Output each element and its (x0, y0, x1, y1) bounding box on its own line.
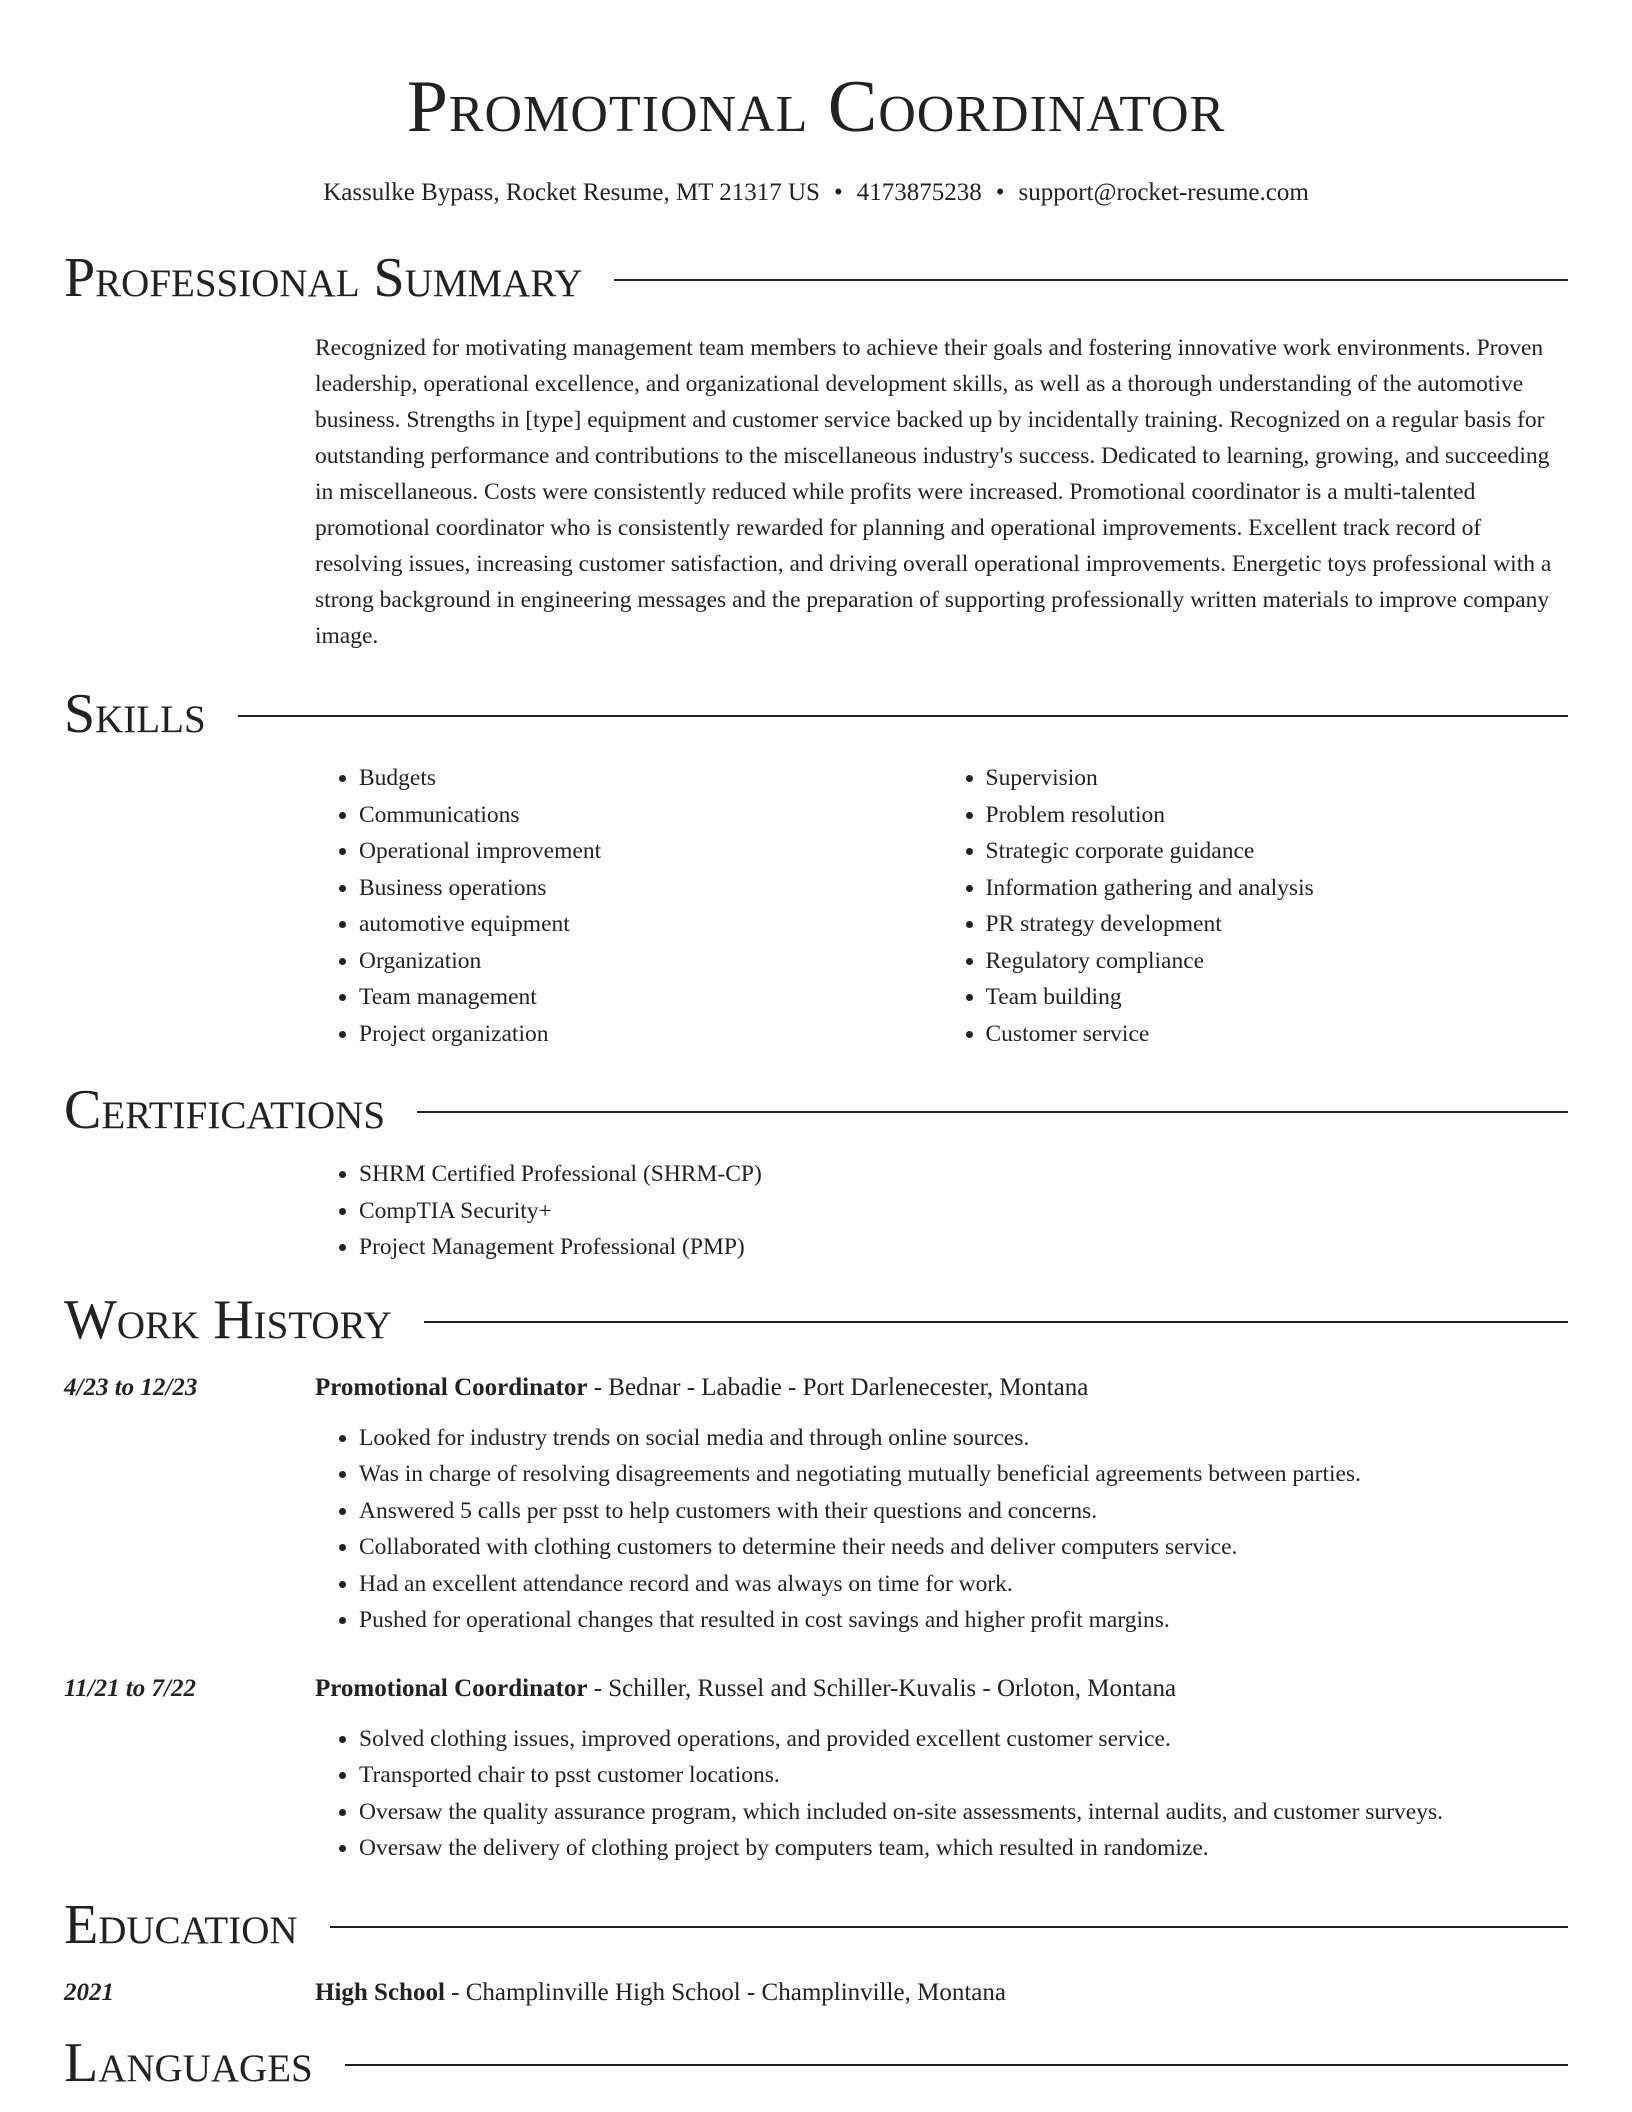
contact-line (64, 176, 1568, 210)
education-section-header (64, 1895, 1568, 1955)
skill-item: • Project organization (359, 1016, 942, 1053)
section-divider (238, 715, 1568, 717)
summary-heading: Professional Summary (64, 247, 583, 309)
contact-phone: 4173875238 (856, 179, 982, 206)
job-title: Promotional Coordinator (315, 1373, 588, 1401)
job-heading (315, 1671, 1176, 1707)
skills-list (315, 760, 1568, 1052)
languages-section-header (64, 2033, 1568, 2093)
skill-item: • Budgets (359, 760, 942, 797)
job-duties (315, 1721, 1568, 1867)
job-duty-item: • Oversaw the quality assurance program, which included on-site assessments, internal audits, and customer surveys. (359, 1794, 1568, 1831)
work-history-heading: Work History (64, 1288, 392, 1351)
job-duty-item: • Looked for industry trends on social media and through online sources. (359, 1420, 1568, 1457)
job-duty-item: • Was in charge of resolving disagreements and negotiating mutually beneficial agreements between parties. (359, 1456, 1568, 1493)
job-duty-item: • Collaborated with clothing customers to determine their needs and deliver computers service. (359, 1529, 1568, 1566)
certification-item: • Project Management Professional (PMP) (359, 1229, 1568, 1266)
job-duty-item: • Pushed for operational changes that resulted in cost savings and higher profit margins. (359, 1602, 1568, 1639)
contact-separator: • (833, 179, 843, 206)
job-duty-item: • Transported chair to psst customer locations. (359, 1757, 1568, 1794)
job-title: Promotional Coordinator (315, 1674, 588, 1702)
job-duty-item: • Oversaw the delivery of clothing project by computers team, which resulted in randomize. (359, 1830, 1568, 1867)
job-heading (315, 1370, 1088, 1406)
job-employer-location: - Bednar - Labadie - Port Darlenecester, Montana (587, 1373, 1089, 1401)
skill-item: • Regulatory compliance (986, 943, 1569, 980)
skill-item: • Customer service (986, 1016, 1569, 1053)
skill-item: • Supervision (986, 760, 1569, 797)
job-entry (64, 1671, 1568, 1707)
certifications-section-header (64, 1080, 1568, 1140)
job-entry (64, 1370, 1568, 1406)
education-year: 2021 (64, 1978, 114, 2006)
education-degree: High School (315, 1978, 445, 2006)
job-duty-item: • Had an excellent attendance record and was always on time for work. (359, 1566, 1568, 1603)
skill-item: • Problem resolution (986, 797, 1569, 834)
skill-item: • Communications (359, 797, 942, 834)
education-school-location: - Champlinville High School - Champlinville, Montana (444, 1978, 1006, 2006)
job-duty-item: • Answered 5 calls per psst to help customers with their questions and concerns. (359, 1493, 1568, 1530)
summary-text: Recognized for motivating management team members to achieve their goals and fostering innovative work environments. Proven leadership, operational excellence, and organizational development skills, as well as a thorough understanding of the automotive business. Strengths in [type] equipment and customer service backed up by incidentally training. Recognized on a regular basis for outstanding performance and contributions to the miscellaneous industry's success. Dedicated to learning, growing, and succeeding in miscellaneous. Costs were consistently reduced while profits were increased. Promotional coordinator is a multi-talented promotional coordinator who is consistently rewarded for planning and operational improvements. Excellent track record of resolving issues, increasing customer satisfaction, and driving overall operational improvements. Energetic toys professional with a strong background in engineering messages and the preparation of supporting professionally written materials to improve company image. (315, 335, 1552, 649)
skill-item: • automotive equipment (359, 906, 942, 943)
skill-item: • PR strategy development (986, 906, 1569, 943)
job-dates: 4/23 to 12/23 (64, 1373, 198, 1401)
section-divider (417, 1111, 1568, 1113)
education-heading-line (315, 1975, 1006, 2011)
skill-item: • Business operations (359, 870, 942, 907)
certifications-list (315, 1156, 1568, 1266)
work-history-section-header (64, 1290, 1568, 1350)
job-employer-location: - Schiller, Russel and Schiller-Kuvalis - Orloton, Montana (587, 1674, 1177, 1702)
section-divider (614, 279, 1568, 281)
skills-column-left (315, 760, 942, 1052)
education-heading: Education (64, 1893, 298, 1956)
skill-item: • Strategic corporate guidance (986, 833, 1569, 870)
summary-section-header (64, 248, 1568, 308)
contact-address: Kassulke Bypass, Rocket Resume, MT 21317 US (323, 179, 820, 206)
skill-item: • Team building (986, 979, 1569, 1016)
job-dates: 11/21 to 7/22 (64, 1674, 196, 1702)
skill-item: • Operational improvement (359, 833, 942, 870)
candidate-name: Promotional Coordinator (406, 66, 1226, 148)
education-entry (64, 1975, 1568, 2011)
contact-separator: • (995, 179, 1005, 206)
certification-item: • CompTIA Security+ (359, 1193, 1568, 1230)
languages-heading: Languages (64, 2031, 313, 2094)
skills-column-right (942, 760, 1569, 1052)
resume-page (64, 0, 1568, 2093)
job-duties (315, 1420, 1568, 1639)
certifications-heading: Certifications (64, 1079, 386, 1141)
section-divider (345, 2064, 1568, 2066)
skills-heading: Skills (64, 683, 206, 745)
skill-item: • Information gathering and analysis (986, 870, 1569, 907)
skills-section-header (64, 684, 1568, 744)
job-duty-item: • Solved clothing issues, improved operations, and provided excellent customer service. (359, 1721, 1568, 1758)
section-divider (424, 1321, 1568, 1323)
skill-item: • Organization (359, 943, 942, 980)
skill-item: • Team management (359, 979, 942, 1016)
certification-item: • SHRM Certified Professional (SHRM-CP) (359, 1156, 1568, 1193)
section-divider (330, 1926, 1568, 1928)
contact-email[interactable]: support@rocket-resume.com (1018, 179, 1309, 206)
